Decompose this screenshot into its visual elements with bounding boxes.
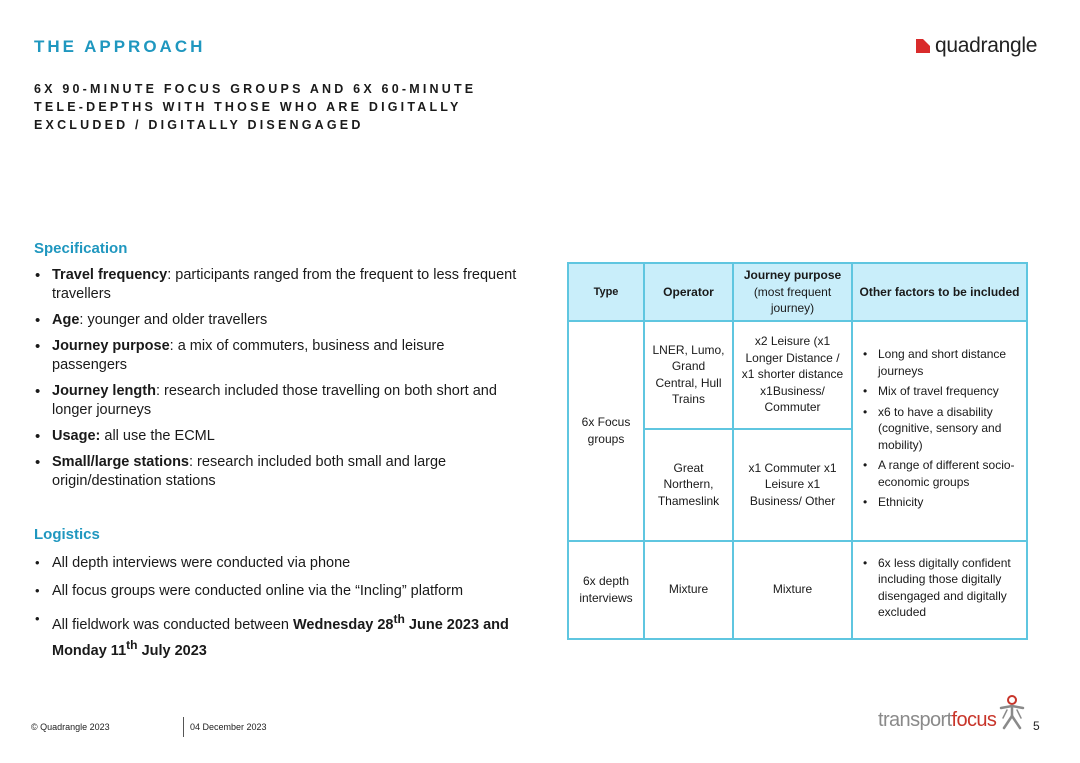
item-text: : participants ranged from the frequent to less frequent travellers [52, 267, 517, 302]
transport-focus-logo-text [878, 709, 996, 732]
list-item [34, 311, 519, 330]
cell-type: 6x depth interviews [568, 541, 644, 639]
cell-journey: Mixture [733, 541, 852, 639]
item-label: Journey length [52, 383, 156, 399]
date-text: June 2023 and Monday 11 [52, 616, 509, 659]
footer-divider [183, 717, 184, 737]
cell-journey: x1 Commuter x1 Leisure x1 Business/ Other [733, 429, 852, 541]
journey-header-note: (most frequent journey) [753, 284, 832, 315]
list-item [34, 609, 524, 661]
cell-journey: x2 Leisure (x1 Longer Distance / x1 shorter distance x1Business/ Commuter [733, 321, 852, 429]
cell-factors [852, 541, 1027, 639]
cell-factors [852, 321, 1027, 541]
cell-operator: Mixture [644, 541, 733, 639]
item-label: Small/large stations [52, 454, 189, 470]
quadrangle-mark-icon [916, 39, 930, 53]
page-number: 5 [1033, 719, 1040, 733]
item-label: Travel frequency [52, 267, 168, 283]
table-row [568, 321, 1027, 429]
list-item [34, 337, 519, 375]
transport-focus-logo [878, 694, 1026, 730]
cell-operator: LNER, Lumo, Grand Central, Hull Trains [644, 321, 733, 429]
quadrangle-logo-text: quadrangle [935, 34, 1038, 57]
quadrangle-logo [916, 34, 1037, 58]
item-text: : younger and older travellers [79, 312, 268, 328]
list-item: • 6x less digitally confident including those digitally disengaged and digitally excluded [859, 555, 1020, 621]
cell-operator: Great Northern, Thameslink [644, 429, 733, 541]
logistics-heading: Logistics [34, 526, 100, 543]
footer-copyright: © Quadrangle 2023 [31, 722, 110, 732]
list-item [34, 427, 519, 446]
col-header-operator: Operator [644, 263, 733, 321]
item-label: Age [52, 312, 80, 328]
list-item [34, 553, 524, 573]
date-text: Wednesday 28 [293, 616, 394, 633]
cell-type: 6x Focus groups [568, 321, 644, 541]
list-item: • A range of different socio-economic groups [859, 457, 1020, 490]
item-text: All depth interviews were conducted via phone [52, 555, 351, 571]
page-subtitle: 6X 90-MINUTE FOCUS GROUPS AND 6X 60-MINUTE TELE-DEPTHS WITH THOSE WHO ARE DIGITALLY EXCLUDED / DIGITALLY DISENGAGED [34, 82, 477, 132]
item-label: Usage: [52, 428, 101, 444]
date-text: July 2023 [137, 642, 207, 659]
item-text: : research included those travelling on both short and longer journeys [52, 383, 497, 418]
item-text: All fieldwork was conducted between [52, 616, 293, 633]
logo-word-light: transport [878, 709, 952, 731]
ordinal-suffix: th [126, 637, 138, 652]
list-item [34, 581, 524, 601]
specification-heading: Specification [34, 240, 128, 257]
list-item: • x6 to have a disability (cognitive, sensory and mobility) [859, 404, 1020, 454]
item-label: Journey purpose [52, 338, 170, 354]
col-header-type: Type [568, 263, 644, 321]
list-item [34, 453, 519, 491]
footer-date: 04 December 2023 [190, 722, 267, 732]
list-item: • Ethnicity [859, 494, 1020, 511]
transport-focus-figure-icon [998, 694, 1026, 730]
col-header-other: Other factors to be included [852, 263, 1027, 321]
ordinal-suffix: th [393, 612, 405, 626]
item-text: All focus groups were conducted online via the “Incling” platform [52, 583, 464, 599]
logo-word-bold: focus [951, 709, 997, 731]
list-item [34, 382, 519, 420]
journey-header-bold: Journey purpose [743, 268, 842, 282]
item-text: : a mix of commuters, business and leisure passengers [52, 338, 445, 373]
list-item [34, 266, 519, 304]
specification-list [34, 266, 519, 498]
table-header-row [568, 263, 1027, 321]
item-text: all use the ECML [100, 428, 215, 444]
page-title: THE APPROACH [34, 37, 206, 56]
list-item: • Long and short distance journeys [859, 346, 1020, 379]
item-text: : research included both small and large origin/destination stations [52, 454, 447, 489]
table-row [568, 541, 1027, 639]
approach-table [567, 262, 1028, 640]
col-header-journey [733, 263, 852, 321]
logistics-list [34, 553, 524, 669]
list-item: • Mix of travel frequency [859, 383, 1020, 400]
